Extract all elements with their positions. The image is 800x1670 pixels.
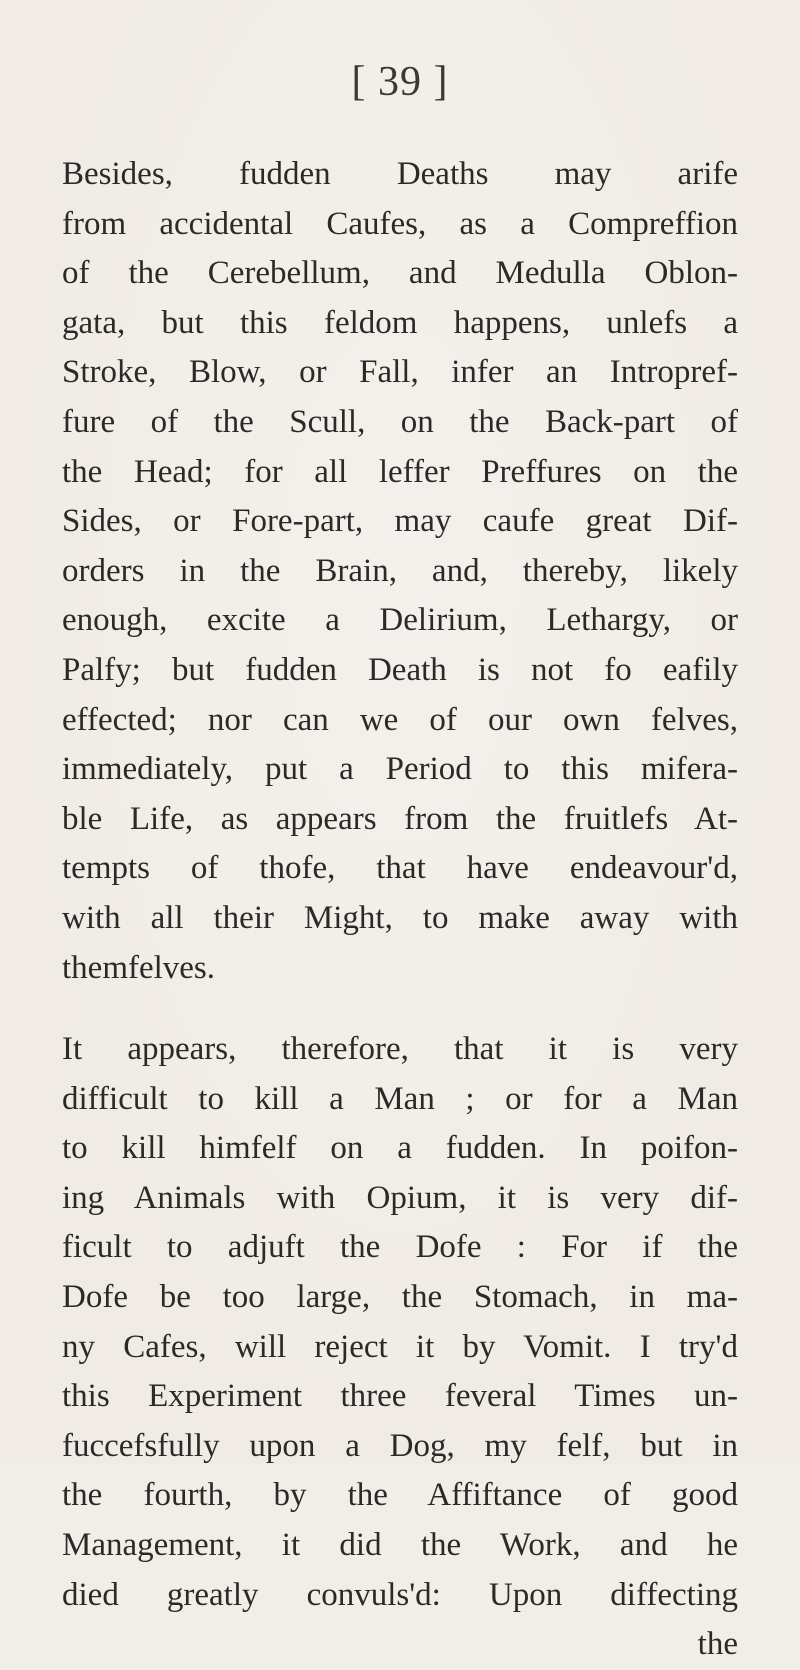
text-line: ing Animals with Opium, it is very dif- bbox=[62, 1179, 738, 1216]
text-line: It appears, therefore, that it is very bbox=[62, 1031, 738, 1068]
text-line: fure of the Scull, on the Back-part of bbox=[62, 403, 738, 440]
text-line: Stroke, Blow, or Fall, infer an Intropref- bbox=[62, 354, 738, 391]
paragraph bbox=[62, 150, 738, 993]
paragraph-gap bbox=[62, 993, 738, 1025]
text-line: Dofe be too large, the Stomach, in ma- bbox=[62, 1279, 738, 1316]
paragraph bbox=[62, 1025, 738, 1620]
text-line: gata, but this feldom happens, unlefs a bbox=[62, 304, 738, 341]
text-line: Management, it did the Work, and he bbox=[62, 1527, 738, 1564]
body-text bbox=[62, 150, 738, 1670]
catchword: the bbox=[697, 1626, 738, 1663]
text-line: tempts of thofe, that have endeavour'd, bbox=[62, 850, 738, 887]
text-line: ficult to adjuft the Dofe : For if the bbox=[62, 1229, 738, 1266]
text-line: ny Cafes, will reject it by Vomit. I try'd bbox=[62, 1328, 738, 1365]
text-line: the Head; for all leffer Preffures on the bbox=[62, 453, 738, 490]
text-line: died greatly convuls'd: Upon diffecting bbox=[62, 1576, 738, 1613]
text-line: themfelves. bbox=[62, 949, 216, 986]
text-line: the fourth, by the Affiftance of good bbox=[62, 1477, 738, 1514]
page-number: [ 39 ] bbox=[351, 59, 449, 105]
text-line: ble Life, as appears from the fruitlefs At- bbox=[62, 800, 738, 837]
text-line: enough, excite a Delirium, Lethargy, or bbox=[62, 602, 738, 639]
text-line: to kill himfelf on a fudden. In poifon- bbox=[62, 1130, 738, 1167]
text-line: effected; nor can we of our own felves, bbox=[62, 701, 738, 738]
text-line: Palfy; but fudden Death is not fo eafily bbox=[62, 651, 738, 688]
text-line: fuccefsfully upon a Dog, my felf, but in bbox=[62, 1427, 738, 1464]
text-line: difficult to kill a Man ; or for a Man bbox=[62, 1080, 738, 1117]
text-line: Besides, fudden Deaths may arife bbox=[62, 156, 738, 192]
text-line: orders in the Brain, and, thereby, likely bbox=[62, 552, 738, 589]
text-line: from accidental Caufes, as a Compreffion bbox=[62, 205, 738, 242]
text-line: Sides, or Fore-part, may caufe great Dif- bbox=[62, 503, 738, 540]
text-line: of the Cerebellum, and Medulla Oblon- bbox=[62, 255, 738, 292]
text-line: with all their Might, to make away with bbox=[62, 899, 738, 936]
text-line: this Experiment three feveral Times un- bbox=[62, 1378, 738, 1415]
text-line: immediately, put a Period to this mifera- bbox=[62, 751, 738, 788]
